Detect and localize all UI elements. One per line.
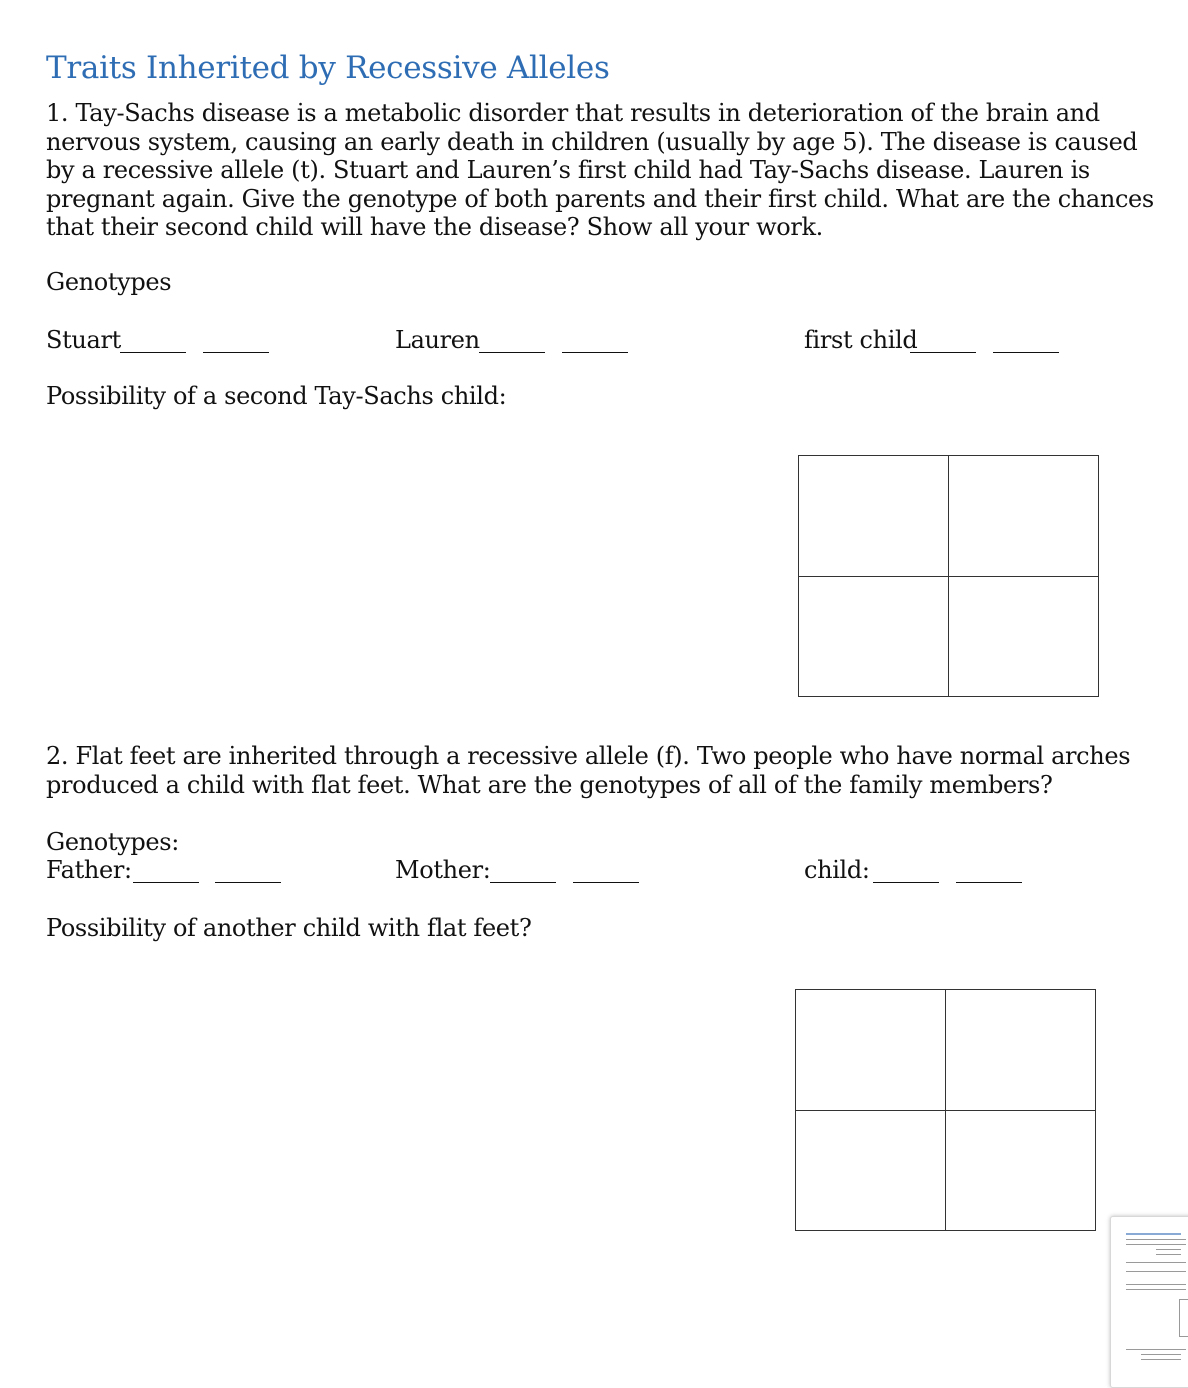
next-page-thumbnail[interactable] <box>1110 1216 1188 1388</box>
lauren-allele-2-blank[interactable] <box>562 352 628 353</box>
worksheet-title: Traits Inherited by Recessive Alleles <box>46 50 610 86</box>
mother-allele-2-blank[interactable] <box>573 882 639 883</box>
q1-genotypes-label: Genotypes <box>46 268 172 296</box>
child-label: child: <box>804 856 870 884</box>
stuart-label: Stuart <box>46 326 121 354</box>
lauren-allele-1-blank[interactable] <box>479 352 545 353</box>
mother-label: Mother: <box>395 856 491 884</box>
father-label: Father: <box>46 856 132 884</box>
q2-possibility-label: Possibility of another child with flat feet? <box>46 914 532 942</box>
lauren-label: Lauren <box>395 326 480 354</box>
father-allele-1-blank[interactable] <box>133 882 199 883</box>
first-child-label: first child <box>804 326 918 354</box>
child-allele-1-blank[interactable] <box>873 882 939 883</box>
question-2-text: 2. Flat feet are inherited through a recessive allele (f). Two people who have normal arches produced a child with flat feet. What are the genotypes of all of the family members? <box>46 742 1131 799</box>
q2-genotypes-label: Genotypes: <box>46 828 179 856</box>
first-child-allele-2-blank[interactable] <box>993 352 1059 353</box>
father-allele-2-blank[interactable] <box>215 882 281 883</box>
stuart-allele-1-blank[interactable] <box>120 352 186 353</box>
first-child-allele-1-blank[interactable] <box>910 352 976 353</box>
mother-allele-1-blank[interactable] <box>490 882 556 883</box>
punnett-square-2[interactable] <box>795 989 1096 1231</box>
q1-possibility-label: Possibility of a second Tay-Sachs child: <box>46 382 507 410</box>
question-1-text: 1. Tay-Sachs disease is a metabolic disorder that results in deterioration of the brain and nervous system, causing an early death in children (usually by age 5). The disease is caused by a recessive allele (t). Stuart and Lauren’s first child had Tay-Sachs disease. Lauren is pregnant again. Give the genotype of both parents and their first child. What are the chances that their second child will have the disease? Show all your work. <box>46 99 1154 241</box>
punnett-square-1[interactable] <box>798 455 1099 697</box>
stuart-allele-2-blank[interactable] <box>203 352 269 353</box>
child-allele-2-blank[interactable] <box>956 882 1022 883</box>
